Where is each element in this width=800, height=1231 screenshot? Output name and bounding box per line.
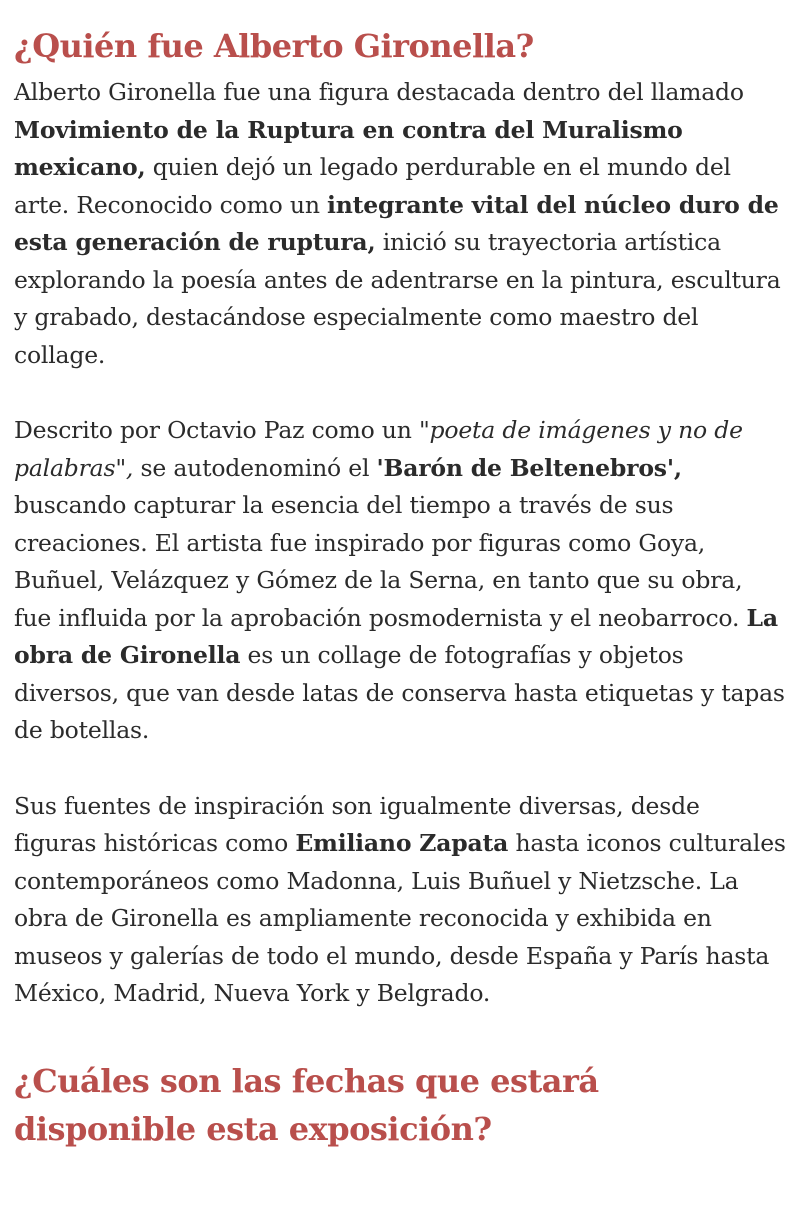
section-heading-who: ¿Quién fue Alberto Gironella? [14, 27, 534, 65]
text-run: buscando capturar la esencia del tiempo a través de sus creaciones. El artista fue inspirado por figuras como Goya, Buñuel, Velázquez y Gómez de la Serna, en tanto que su obra, fue influida por la aprobación posmodernista y el neobarroco. [14, 491, 747, 632]
text-run: Sus fuentes de inspiración son igualmente diversas, desde figuras históricas como [14, 791, 700, 857]
text-run: Alberto Gironella fue una figura destacada dentro del llamado [14, 78, 744, 106]
text-run: quien dejó un legado perdurable en el mundo del arte. Reconocido como un [14, 153, 731, 219]
text-run: se autodenominó el [133, 453, 377, 482]
bold-run: 'Barón de Beltenebros', [376, 453, 682, 482]
paragraph-inspiration [14, 788, 786, 1013]
bold-run: integrante vital del núcleo duro de esta generación de ruptura, [14, 190, 779, 256]
bold-run: Movimiento de la Ruptura en contra del Muralismo mexicano, [14, 115, 683, 181]
text-run: es un collage de fotografías y objetos diversos, que van desde latas de conserva hasta etiquetas y tapas de botellas. [14, 641, 785, 744]
section-heading-dates: ¿Cuáles son las fechas que estará disponible esta exposición? [14, 1061, 599, 1148]
text-run: inició su trayectoria artística explorando la poesía antes de adentrarse en la pintura, escultura y grabado, destacándose especialmente como maestro del collage. [14, 228, 781, 369]
paragraph-intro [14, 74, 786, 374]
bold-run: Emiliano Zapata [295, 829, 509, 857]
paragraph-description [14, 412, 786, 750]
text-run: Descrito por Octavio Paz como un [14, 416, 419, 444]
bold-run: La obra de Gironella [14, 603, 778, 669]
italic-quote: "poeta de imágenes y no de palabras", [14, 416, 743, 482]
text-run: hasta iconos culturales contemporáneos como Madonna, Luis Buñuel y Nietzsche. La obra de Gironella es ampliamente reconocida y exhibida en museos y galerías de todo el mundo, desde España y París hasta México, Madrid, Nueva York y Belgrado. [14, 829, 786, 1007]
